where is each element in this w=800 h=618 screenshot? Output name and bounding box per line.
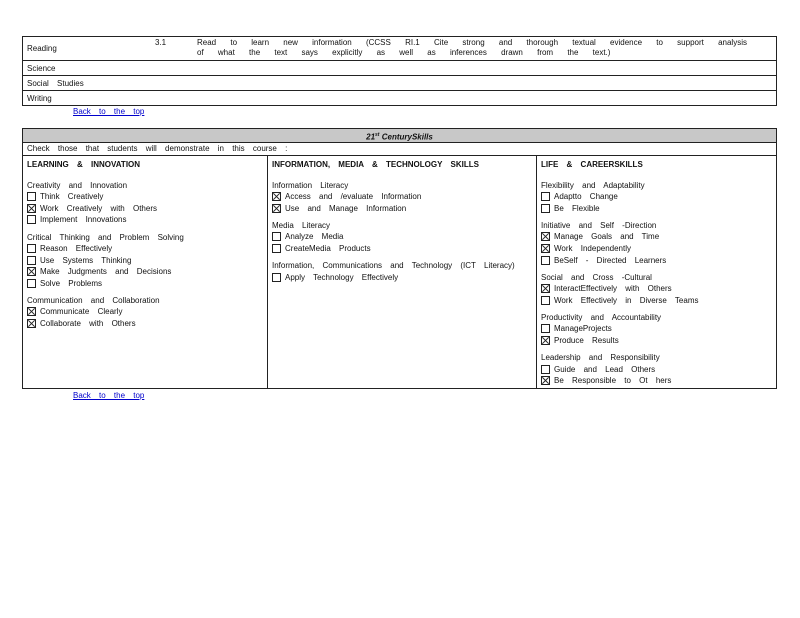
skill-item — [272, 191, 537, 203]
subject-cell: Reading — [23, 37, 777, 61]
skill-label: BeSelf - Directed Learners — [554, 255, 667, 265]
skill-group — [537, 220, 776, 266]
skill-item — [541, 375, 776, 387]
skill-checkbox[interactable] — [27, 215, 36, 224]
skill-label: Implement Innovations — [40, 215, 127, 225]
skill-checkbox[interactable] — [27, 244, 36, 253]
check-instructions: Check those that students will demonstrate in this course : — [23, 143, 776, 156]
skill-group — [268, 260, 537, 283]
skill-group — [537, 352, 776, 386]
header-number: 21 — [366, 132, 376, 142]
skill-checkbox[interactable] — [272, 244, 281, 253]
skill-item — [541, 243, 776, 255]
skill-checkbox[interactable] — [541, 204, 550, 213]
skill-item — [272, 271, 537, 283]
table-row — [23, 61, 777, 76]
skill-item — [541, 295, 776, 307]
skills-column — [267, 156, 537, 388]
header-title: CenturySkills — [381, 132, 433, 142]
skill-item — [27, 278, 266, 290]
skill-checkbox[interactable] — [541, 284, 550, 293]
standard-text: Read to learn new information (CCSS RI.1 Cite strong and thorough textual evidence to support analysis of what the text says explicitly as well as inferences drawn from the text.) — [197, 38, 747, 57]
back-to-top-link[interactable]: Back to the top — [73, 391, 145, 400]
skill-group-title: Communication and Collaboration — [27, 296, 160, 306]
skill-checkbox[interactable] — [272, 204, 281, 213]
skill-item — [27, 191, 266, 203]
skill-item — [27, 306, 266, 318]
skill-label: Guide and Lead Others — [554, 364, 656, 374]
skill-checkbox[interactable] — [541, 244, 550, 253]
subject-cell: Science — [23, 61, 777, 76]
back-to-top-link[interactable]: Back to the top — [73, 107, 145, 116]
skill-checkbox[interactable] — [27, 256, 36, 265]
header-superscript: st — [375, 132, 380, 138]
skills-column — [23, 156, 266, 388]
skill-item — [541, 231, 776, 243]
skill-label: Work Creatively with Others — [40, 203, 157, 213]
table-row — [23, 76, 777, 91]
skill-label: ManageProjects — [554, 324, 612, 334]
skill-label: Apply Technology Effectively — [285, 272, 399, 282]
skill-item — [541, 191, 776, 203]
skill-checkbox[interactable] — [541, 376, 550, 385]
skill-label: Be Responsible to Ot hers — [554, 376, 672, 386]
skill-item — [541, 363, 776, 375]
skill-checkbox[interactable] — [272, 232, 281, 241]
skill-item — [541, 203, 776, 215]
skill-group-title: Information, Communications and Technology (ICT Literacy) — [272, 261, 515, 271]
skill-item — [272, 203, 537, 215]
skill-label: Solve Problems — [40, 278, 103, 288]
skill-label: Manage Goals and Time — [554, 232, 660, 242]
skill-checkbox[interactable] — [541, 232, 550, 241]
skill-checkbox[interactable] — [272, 192, 281, 201]
skill-checkbox[interactable] — [541, 192, 550, 201]
column-title: LEARNING & INNOVATION — [27, 160, 141, 169]
standard-number: 3.1 — [155, 38, 167, 47]
skill-label: Use Systems Thinking — [40, 255, 132, 265]
skill-group — [537, 180, 776, 214]
column-title: LIFE & CAREERSKILLS — [541, 160, 643, 169]
skill-group — [268, 220, 537, 254]
skill-group — [537, 312, 776, 346]
skill-item — [272, 243, 537, 255]
skills-column — [536, 156, 776, 388]
skill-checkbox[interactable] — [27, 267, 36, 276]
skill-checkbox[interactable] — [27, 319, 36, 328]
skill-group-title: Leadership and Responsibility — [541, 353, 660, 363]
subject-cell: Writing — [23, 91, 777, 106]
skill-label: Collaborate with Others — [40, 319, 136, 329]
skill-label: Use and Manage Information — [285, 203, 407, 213]
skill-checkbox[interactable] — [541, 365, 550, 374]
skill-group — [23, 232, 266, 289]
skill-label: InteractEffectively with Others — [554, 284, 672, 294]
column-title: INFORMATION, MEDIA & TECHNOLOGY SKILLS — [272, 160, 479, 169]
skill-checkbox[interactable] — [27, 279, 36, 288]
skill-item — [27, 266, 266, 278]
skill-checkbox[interactable] — [541, 256, 550, 265]
skill-label: Think Creatively — [40, 192, 104, 202]
skill-group-title: Information Literacy — [272, 181, 349, 190]
skill-label: Communicate Clearly — [40, 307, 123, 317]
skill-group-title: Flexibility and Adaptability — [541, 181, 645, 190]
skill-label: CreateMedia Products — [285, 244, 371, 254]
skill-checkbox[interactable] — [541, 296, 550, 305]
skill-item — [541, 323, 776, 335]
skill-item — [27, 318, 266, 330]
skill-checkbox[interactable] — [541, 336, 550, 345]
skill-group-title: Media Literacy — [272, 221, 331, 231]
skill-label: Produce Results — [554, 336, 619, 346]
skill-label: Reason Effectively — [40, 244, 113, 254]
skill-item — [541, 254, 776, 266]
skill-checkbox[interactable] — [27, 204, 36, 213]
skill-item — [27, 243, 266, 255]
skill-group — [268, 180, 537, 214]
skill-label: Work Effectively in Diverse Teams — [554, 295, 699, 305]
skill-checkbox[interactable] — [27, 192, 36, 201]
skill-checkbox[interactable] — [27, 307, 36, 316]
skill-group-title: Creativity and Innovation — [27, 181, 128, 190]
skill-group — [537, 272, 776, 306]
skill-label: Make Judgments and Decisions — [40, 267, 172, 277]
skills-header — [23, 129, 776, 143]
skill-label: Adaptto Change — [554, 192, 618, 202]
skill-checkbox[interactable] — [272, 273, 281, 282]
skill-item — [27, 203, 266, 215]
skill-item — [541, 335, 776, 347]
skill-item — [27, 254, 266, 266]
skill-label: Analyze Media — [285, 232, 344, 242]
skill-group-title: Productivity and Accountability — [541, 313, 662, 323]
skill-group — [23, 180, 266, 226]
skill-item — [27, 214, 266, 226]
century-skills-panel — [22, 128, 777, 389]
skill-checkbox[interactable] — [541, 324, 550, 333]
skill-group — [23, 295, 266, 329]
skill-item — [272, 231, 537, 243]
subject-cell: Social Studies — [23, 76, 777, 91]
skill-label: Access and /evaluate Information — [285, 192, 422, 202]
skill-label: Be Flexible — [554, 203, 600, 213]
skill-item — [541, 283, 776, 295]
skill-group-title: Social and Cross -Cultural — [541, 272, 652, 282]
skill-group-title: Initiative and Self -Direction — [541, 221, 657, 231]
skill-label: Work Independently — [554, 244, 632, 254]
table-row — [23, 91, 777, 106]
skill-group-title: Critical Thinking and Problem Solving — [27, 232, 184, 242]
